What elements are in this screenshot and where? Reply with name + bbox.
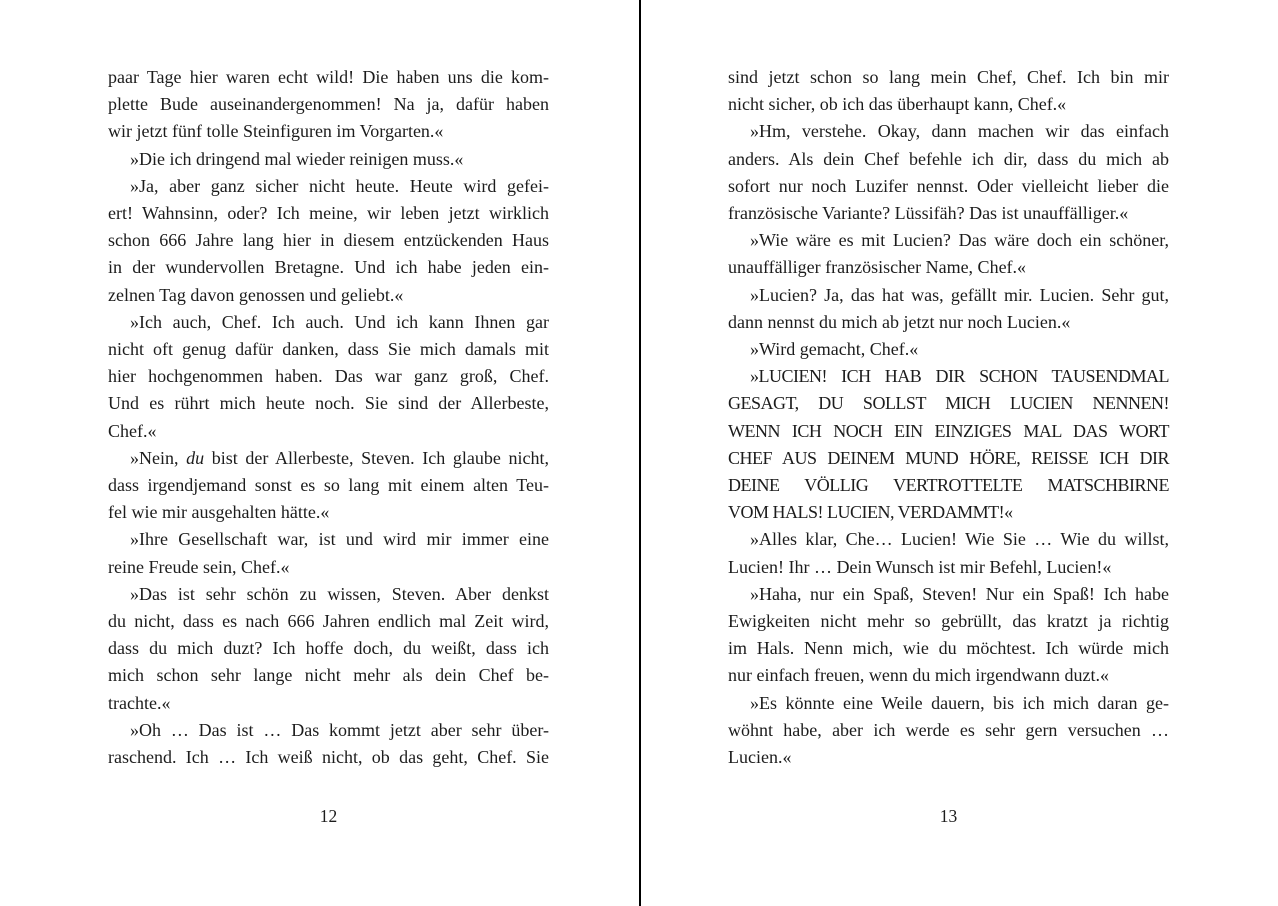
- text-line: wöhnt habe, aber ich werde es sehr gern versuchen …: [728, 719, 1169, 740]
- text-line: CHEF AUS DEINEM MUND HÖRE, REISSE ICH DIR: [728, 447, 1169, 468]
- text-line: fel wie mir ausgehalten hätte.«: [108, 502, 330, 523]
- paragraph: [728, 282, 1169, 336]
- text-line: paar Tage hier waren echt wild! Die haben uns die kom-: [108, 67, 549, 87]
- text-line: wir jetzt fünf tolle Steinfiguren im Vorgarten.«: [108, 121, 444, 142]
- text-line: »Ja, aber ganz sicher nicht heute. Heute wird gefei-: [130, 175, 549, 196]
- text-line: anders. Als dein Chef befehle ich dir, dass du mich ab: [728, 148, 1169, 169]
- page-right-text: [728, 64, 1169, 771]
- text-line: nur einfach freuen, wenn du mich irgendwann duzt.«: [728, 665, 1110, 686]
- text-line: »Haha, nur ein Spaß, Steven! Nur ein Spaß! Ich habe: [750, 583, 1169, 604]
- text-line: »Nein, du bist der Allerbeste, Steven. Ich glaube nicht,: [130, 447, 549, 468]
- text-line: ert! Wahnsinn, oder? Ich meine, wir leben jetzt wirklich: [108, 203, 549, 224]
- text-line: »Alles klar, Che… Lucien! Wie Sie … Wie du willst,: [750, 529, 1169, 550]
- paragraph: [108, 309, 549, 445]
- text-line: dann nennst du mich ab jetzt nur noch Lucien.«: [728, 311, 1071, 332]
- text-line: reine Freude sein, Chef.«: [108, 556, 290, 577]
- text-line: du nicht, dass es nach 666 Jahren endlich mal Zeit wird,: [108, 611, 549, 632]
- paragraph: [108, 146, 549, 173]
- text-line: hier hochgenommen haben. Das war ganz groß, Chef.: [108, 366, 549, 387]
- text-line: sind jetzt schon so lang mein Chef, Chef. Ich bin mir: [728, 67, 1169, 87]
- text-line: »Die ich dringend mal wieder reinigen muss.«: [130, 148, 464, 169]
- paragraph: [728, 526, 1169, 580]
- text-line: mich schon sehr lange nicht mehr als dein Chef be-: [108, 665, 549, 686]
- text-line: schon 666 Jahre lang hier in diesem entzückenden Haus: [108, 230, 549, 251]
- page-number-left: 12: [319, 806, 338, 826]
- text-line: plette Bude auseinandergenommen! Na ja, dafür haben: [108, 94, 549, 115]
- paragraph: [108, 526, 549, 580]
- text-line: »Lucien? Ja, das hat was, gefällt mir. Lucien. Sehr gut,: [750, 284, 1169, 305]
- text-line: französische Variante? Lüssifäh? Das ist unauffälliger.«: [728, 203, 1129, 224]
- text-line: »Es könnte eine Weile dauern, bis ich mich daran ge-: [750, 692, 1169, 713]
- text-line: dass du mich duzt? Ich hoffe doch, du weißt, dass ich: [108, 638, 549, 659]
- text-line: »Oh … Das ist … Das kommt jetzt aber sehr über-: [130, 719, 549, 740]
- paragraph: [728, 336, 1169, 363]
- text-line: im Hals. Nenn mich, wie du möchtest. Ich würde mich: [728, 638, 1169, 659]
- text-line: GESAGT, DU SOLLST MICH LUCIEN NENNEN!: [728, 393, 1169, 414]
- text-line: DEINE VÖLLIG VERTROTTELTE MATSCHBIRNE: [728, 475, 1169, 496]
- text-line: Und es rührt mich heute noch. Sie sind der Allerbeste,: [108, 393, 549, 414]
- page-right: [639, 0, 1278, 906]
- text-line: »Wie wäre es mit Lucien? Das wäre doch ein schöner,: [750, 230, 1169, 251]
- text-line: »Das ist sehr schön zu wissen, Steven. Aber denkst: [130, 583, 549, 604]
- text-line: in der wundervollen Bretagne. Und ich habe jeden ein-: [108, 257, 549, 278]
- text-line: zelnen Tag davon genossen und geliebt.«: [108, 284, 404, 305]
- paragraph: [108, 64, 549, 146]
- text-line: WENN ICH NOCH EIN EINZIGES MAL DAS WORT: [728, 420, 1169, 441]
- text-line: trachte.«: [108, 692, 171, 713]
- text-line: Lucien! Ihr … Dein Wunsch ist mir Befehl, Lucien!«: [728, 556, 1112, 577]
- text-line: Chef.«: [108, 420, 157, 441]
- text-line: raschend. Ich … Ich weiß nicht, ob das geht, Chef. Sie: [108, 747, 549, 768]
- page-number-right: 13: [939, 806, 958, 826]
- text-line: Lucien.«: [728, 747, 792, 768]
- page-left-text: [108, 64, 549, 771]
- text-line: Ewigkeiten nicht mehr so gebrüllt, das kratzt ja richtig: [728, 611, 1169, 632]
- text-line: »Ihre Gesellschaft war, ist und wird mir immer eine: [130, 529, 549, 550]
- text-line: »Ich auch, Chef. Ich auch. Und ich kann Ihnen gar: [130, 311, 549, 332]
- text-line: unauffälliger französischer Name, Chef.«: [728, 257, 1027, 278]
- text-line: sofort nur noch Luzifer nennst. Oder vielleicht lieber die: [728, 175, 1169, 196]
- text-line: dass irgendjemand sonst es so lang mit einem alten Teu-: [108, 475, 549, 496]
- paragraph: [728, 227, 1169, 281]
- text-line: VOM HALS! LUCIEN, VERDAMMT!«: [728, 502, 1013, 523]
- text-line: »Hm, verstehe. Okay, dann machen wir das einfach: [750, 121, 1169, 142]
- text-line: nicht sicher, ob ich das überhaupt kann, Chef.«: [728, 94, 1067, 115]
- paragraph: [728, 581, 1169, 690]
- paragraph: [728, 64, 1169, 118]
- paragraph: [728, 363, 1169, 526]
- text-line: nicht oft genug dafür danken, dass Sie mich damals mit: [108, 339, 549, 360]
- paragraph: [108, 717, 549, 771]
- paragraph: [108, 173, 549, 309]
- paragraph: [728, 118, 1169, 227]
- text-line: »Wird gemacht, Chef.«: [750, 339, 919, 360]
- paragraph: [108, 445, 549, 527]
- text-line: »LUCIEN! ICH HAB DIR SCHON TAUSENDMAL: [750, 366, 1169, 387]
- paragraph: [108, 581, 549, 717]
- paragraph: [728, 690, 1169, 772]
